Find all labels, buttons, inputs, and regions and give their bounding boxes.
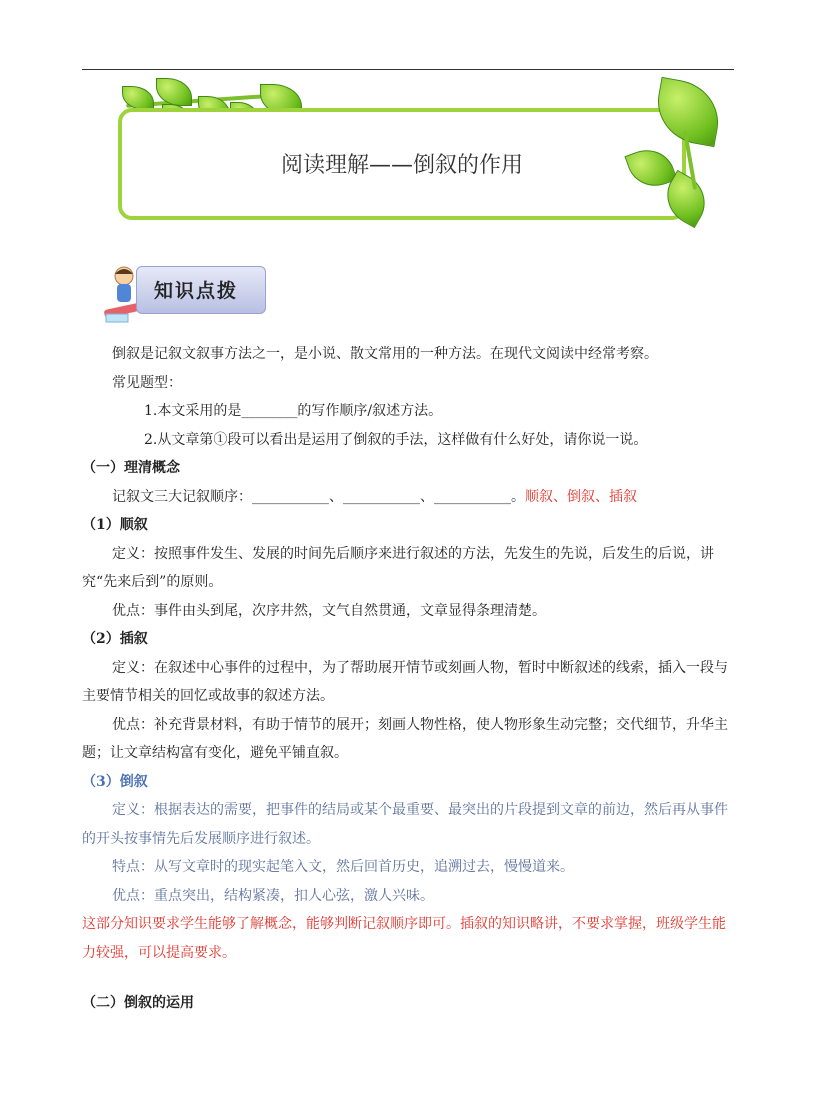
orders-prompt: 记叙文三大记叙顺序：___________、___________、___________。: [112, 488, 525, 505]
knowledge-badge: [92, 262, 274, 326]
intro-paragraph: 倒叙是记叙文叙事方法之一，是小说、散文常用的一种方法。在现代文阅读中经常考察。: [112, 346, 658, 362]
definition-text: 定义：根据表达的需要，把事件的结局或某个最重要、最突出的片段提到文章的前边，然后再从事件的开头按事情先后发展顺序进行叙述。: [82, 802, 728, 847]
question-types-label: 常见题型：: [112, 374, 182, 391]
subsection-heading: （1）顺叙: [82, 517, 148, 533]
teacher-note: 这部分知识要求学生能够了解概念，能够判断记叙顺序即可。插叙的知识略讲，不要求掌握，班级学生能力较强，可以提高要求。: [82, 916, 726, 961]
feature-text: 特点：从写文章时的现实起笔入文，然后回首历史，追溯过去，慢慢道来。: [112, 859, 574, 875]
section-heading: （一）理清概念: [82, 460, 180, 476]
subsection-heading: （3）倒叙: [82, 773, 148, 790]
title-banner: [112, 78, 732, 228]
badge-label: 知识点拨: [154, 280, 239, 302]
advantage-text: 优点：重点突出，结构紧凑，扣人心弦，激人兴味。: [112, 887, 434, 904]
definition-text: 定义：按照事件发生、发展的时间先后顺序来进行叙述的方法，先发生的先说，后发生的后说，讲究“先来后到”的原则。: [82, 545, 714, 590]
main-content: [82, 340, 734, 1018]
subsection-heading: （2）插叙: [82, 631, 148, 647]
question-item: 2.从文章第①段可以看出是运用了倒叙的手法，这样做有什么好处，请你说一说。: [144, 431, 648, 448]
orders-answer: 顺叙、倒叙、插叙: [525, 488, 637, 505]
section-heading: （二）倒叙的运用: [82, 995, 194, 1011]
orders-line: [82, 483, 734, 512]
advantage-text: 优点：事件由头到尾，次序井然，文气自然贯通，文章显得条理清楚。: [112, 602, 546, 619]
page-title: 阅读理解——倒叙的作用: [280, 153, 523, 178]
header-rule: [82, 69, 734, 70]
definition-text: 定义：在叙述中心事件的过程中，为了帮助展开情节或刻画人物，暂时中断叙述的线索，插入一段与主要情节相关的回忆或故事的叙述方法。: [82, 659, 728, 704]
advantage-text: 优点：补充背景材料，有助于情节的展开；刻画人物性格，使人物形象生动完整；交代细节，升华主题；让文章结构富有变化，避免平铺直叙。: [82, 716, 728, 761]
question-item: 1.本文采用的是________的写作顺序/叙述方法。: [144, 403, 443, 419]
